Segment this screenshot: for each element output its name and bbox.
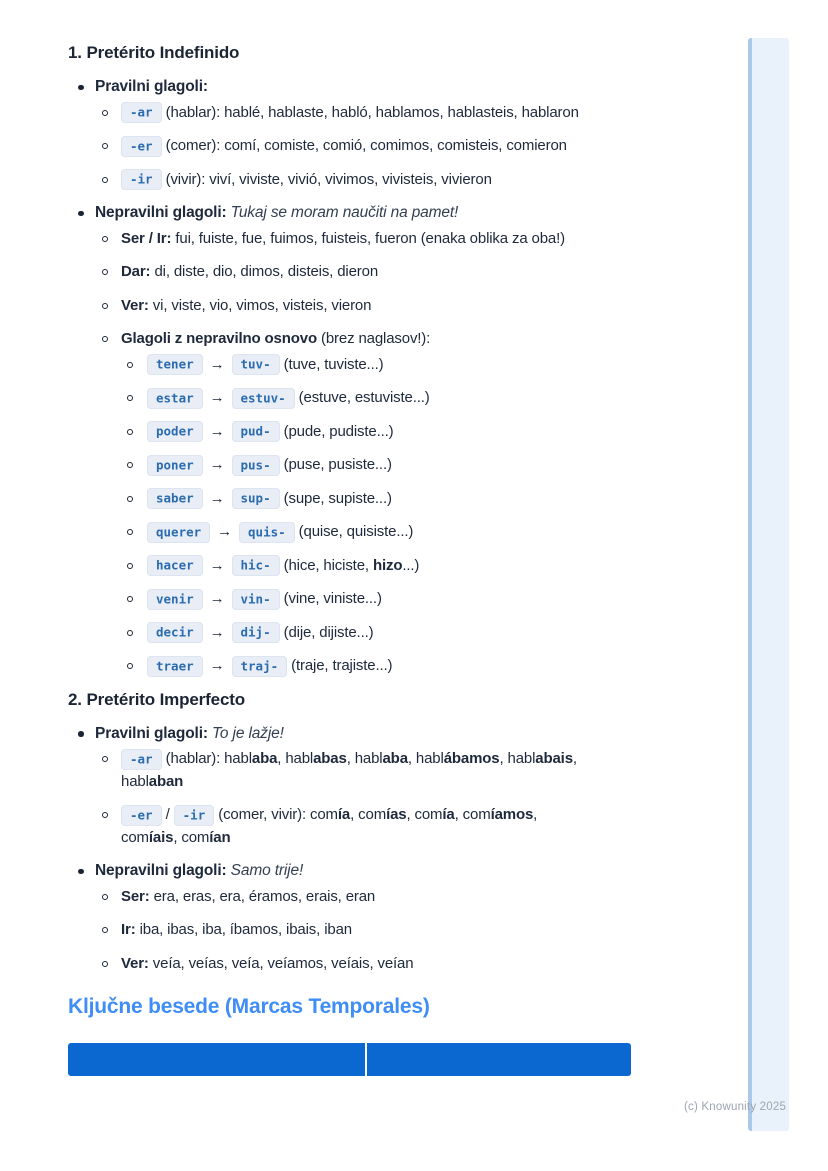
code-chip: querer [147, 522, 210, 543]
circle-marker [102, 927, 108, 933]
code-chip: tuv- [232, 354, 280, 375]
text-run: fui, fuiste, fue, fuimos, fuisteis, fueron (enaka oblika za oba!) [171, 229, 565, 247]
bold-text-run: aba [382, 750, 408, 767]
code-chip: -er [121, 805, 162, 826]
arrow-icon: → [209, 657, 225, 674]
bold-text-run: Pravilni glagoli: [95, 78, 208, 95]
arrow-icon: → [217, 523, 233, 540]
arrow-icon: → [209, 456, 225, 473]
list-item [68, 76, 728, 99]
circle-marker [102, 961, 108, 967]
circle-marker [102, 177, 108, 183]
watermark: (c) Knowunity 2025 [684, 1101, 787, 1113]
circle-marker [127, 429, 133, 435]
list-item [68, 228, 728, 251]
arrow-icon: → [209, 556, 225, 574]
circle-marker [127, 596, 133, 602]
code-chip: -er [121, 136, 162, 157]
text-run: (puse, pusiste...) [279, 456, 392, 473]
section-heading: 2. Pretérito Imperfecto [68, 689, 245, 709]
text-run: , habl [277, 750, 314, 767]
bold-text-run: Ser / Ir: [121, 229, 172, 247]
text-run: , com [173, 828, 210, 846]
list-item [68, 886, 728, 909]
list-item [68, 328, 728, 351]
list-item [68, 387, 728, 410]
list-item [68, 588, 728, 611]
circle-marker [102, 143, 108, 149]
bold-text-run: aban [148, 772, 184, 790]
list-item [68, 521, 728, 544]
bullet-marker [78, 85, 84, 91]
list-item [68, 261, 728, 284]
arrow-icon: → [209, 623, 225, 641]
list-item [68, 655, 728, 678]
list-item [68, 723, 728, 746]
text-run: (vivir): viví, viviste, vivió, vivimos, vivisteis, vivieron [161, 170, 492, 188]
text-run: , habl [499, 750, 536, 767]
text-run: (vine, viniste...) [279, 590, 382, 607]
document-blocks [68, 42, 728, 1021]
bold-text-run: ían [209, 828, 231, 846]
bold-text-run: aba [251, 750, 278, 767]
circle-marker [127, 630, 133, 636]
list-item [68, 354, 728, 377]
list-item [68, 860, 728, 883]
list-item [68, 488, 728, 511]
bold-text-run: ía [442, 806, 455, 823]
text-run: (comer): comí, comiste, comió, comimos, comisteis, comieron [161, 137, 567, 154]
document-page [68, 42, 728, 1076]
text-run: (hice, hiciste, [279, 556, 373, 574]
bold-text-run: Ver: [121, 954, 149, 972]
bold-text-run: Ir: [121, 921, 136, 938]
code-chip: dij- [232, 622, 280, 643]
bold-text-run: Nepravilni glagoli: [95, 204, 231, 221]
italic-text-run: Samo trije! [230, 862, 304, 879]
code-chip: pus- [232, 455, 280, 476]
text-run: (comer, vivir): com [214, 806, 338, 823]
text-run: iba, ibas, iba, íbamos, ibais, iban [135, 921, 352, 938]
code-chip: decir [147, 622, 203, 643]
bold-text-run: ías [386, 806, 407, 823]
circle-marker [127, 529, 133, 535]
circle-marker [102, 303, 108, 309]
bold-text-run: hizo [372, 556, 403, 574]
bold-text-run: íamos [490, 806, 534, 823]
text-run: habl [121, 772, 149, 790]
section-heading: 1. Pretérito Indefinido [68, 43, 240, 62]
marcas-temporales-table-header [68, 1043, 631, 1076]
text-run: (hablar): hablé, hablaste, habló, hablamos, hablasteis, hablaron [161, 103, 579, 121]
text-run: (dije, dijiste...) [279, 623, 374, 641]
arrow-icon: → [209, 389, 225, 406]
text-run: (hablar): habl [161, 750, 252, 767]
italic-text-run: To je lažje! [212, 724, 284, 742]
circle-marker [127, 663, 133, 669]
text-run: (supe, supiste...) [279, 489, 392, 507]
circle-marker [127, 462, 133, 468]
code-chip: -ir [121, 169, 162, 190]
keywords-heading: Ključne besede (Marcas Temporales) [68, 995, 430, 1018]
list-item [68, 622, 728, 645]
italic-text-run: Tukaj se moram naučiti na pamet! [230, 204, 459, 221]
text-run: , habl [407, 750, 444, 767]
bold-text-run: Ser: [121, 887, 150, 905]
circle-marker [102, 236, 108, 242]
list-item [68, 454, 728, 477]
code-chip: quis- [239, 522, 295, 543]
bold-text-run: Pravilni glagoli: [95, 724, 213, 742]
text-run: , [572, 750, 577, 767]
circle-marker [102, 812, 108, 818]
circle-marker [102, 269, 108, 275]
text-run: di, diste, dio, dimos, disteis, dieron [150, 263, 379, 280]
code-chip: hic- [232, 555, 280, 576]
code-chip: estuv- [232, 388, 295, 409]
bullet-marker [78, 211, 84, 217]
list-item [68, 169, 728, 192]
text-run: (brez naglasov!): [316, 330, 431, 347]
bold-text-run: Ver: [121, 296, 149, 314]
circle-marker [102, 756, 108, 762]
arrow-icon: → [209, 355, 225, 373]
code-chip: sup- [232, 488, 280, 509]
text-run: , [533, 806, 538, 823]
list-item [68, 804, 728, 849]
text-run: (tuve, tuviste...) [279, 355, 384, 373]
text-run: (pude, pudiste...) [279, 422, 394, 440]
list-item [68, 295, 728, 318]
text-run: (traje, trajiste...) [287, 657, 393, 674]
code-chip: hacer [147, 555, 203, 576]
code-chip: poder [147, 421, 203, 442]
code-chip: tener [147, 354, 203, 375]
list-item [68, 421, 728, 444]
bold-text-run: ía [337, 806, 351, 823]
bold-text-run: Glagoli z nepravilno osnovo [121, 330, 317, 347]
text-run: , habl [346, 750, 383, 767]
arrow-icon: → [209, 590, 225, 607]
text-run: vi, viste, vio, vimos, visteis, vieron [148, 296, 372, 314]
table-header-cell [68, 1043, 367, 1076]
text-run: veía, veías, veía, veíamos, veíais, veían [148, 954, 414, 972]
list-item [68, 953, 728, 976]
text-run: era, eras, era, éramos, erais, eran [149, 887, 376, 905]
text-run: , com [454, 806, 491, 823]
circle-marker [102, 894, 108, 900]
arrow-icon: → [209, 422, 225, 440]
list-item [68, 919, 728, 942]
bold-text-run: ábamos [443, 750, 500, 767]
bullet-marker [78, 869, 84, 875]
arrow-icon: → [209, 489, 225, 507]
text-run: (quise, quisiste...) [294, 523, 414, 540]
code-chip: vin- [232, 589, 280, 610]
code-chip: estar [147, 388, 203, 409]
text-run: ...) [402, 556, 420, 574]
bullet-marker [78, 731, 84, 737]
bold-text-run: abas [313, 750, 347, 767]
circle-marker [102, 336, 108, 342]
page-margin-strip [748, 38, 789, 1131]
code-chip: saber [147, 488, 203, 509]
bold-text-run: Dar: [121, 263, 151, 280]
list-item [68, 555, 728, 578]
text-run: com [121, 828, 149, 846]
table-header-cell [367, 1043, 631, 1076]
bold-text-run: abais [535, 750, 573, 767]
circle-marker [127, 395, 133, 401]
circle-marker [127, 362, 133, 368]
circle-marker [127, 496, 133, 502]
text-run: , com [406, 806, 443, 823]
code-chip: -ar [121, 102, 162, 123]
code-chip: traj- [232, 656, 288, 677]
code-chip: poner [147, 455, 203, 476]
circle-marker [102, 110, 108, 116]
list-item [68, 202, 728, 225]
list-item [68, 135, 728, 158]
code-chip: venir [147, 589, 203, 610]
circle-marker [127, 563, 133, 569]
list-item [68, 748, 728, 793]
text-run: / [161, 806, 174, 823]
text-run: , com [350, 806, 387, 823]
code-chip: traer [147, 656, 203, 677]
list-item [68, 102, 728, 125]
bold-text-run: Nepravilni glagoli: [95, 862, 231, 879]
text-run: (estuve, estuviste...) [294, 389, 430, 406]
code-chip: -ir [174, 805, 215, 826]
code-chip: -ar [121, 749, 162, 770]
code-chip: pud- [232, 421, 280, 442]
bold-text-run: íais [148, 828, 174, 846]
